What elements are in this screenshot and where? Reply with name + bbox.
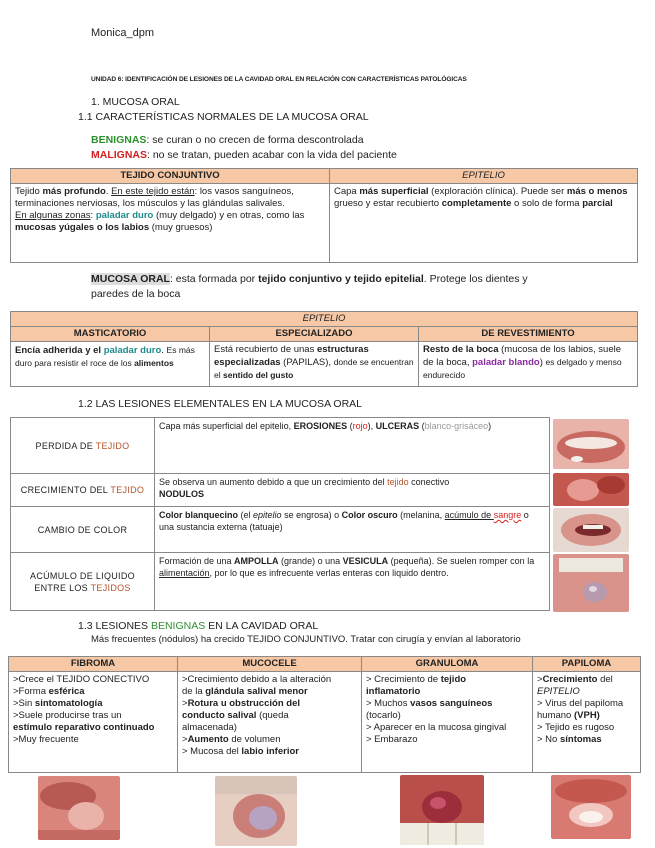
malignas-text: : no se tratan, pueden acabar con la vida del paciente (147, 149, 397, 161)
papiloma-photo (551, 775, 631, 839)
lesion-label: CAMBIO DE COLOR (11, 507, 155, 553)
granuloma-header: GRANULOMA (362, 657, 533, 672)
lesion-row (11, 418, 550, 474)
epitelio-table-title: EPITELIO (11, 312, 638, 327)
epitelio-types-table (10, 311, 638, 387)
mucocele-header: MUCOCELE (178, 657, 362, 672)
benignas-text: : se curan o no crecen de forma descontrolada (146, 134, 364, 146)
unit-title: UNIDAD 6: IDENTIFICACIÓN DE LESIONES DE LA CAVIDAD ORAL EN RELACIÓN CON CARACTERÍSTICAS PATOLÓGICAS (91, 76, 467, 83)
benignas-word: BENIGNAS (91, 134, 147, 146)
lesion-row (11, 507, 550, 553)
revestimiento-header: DE REVESTIMIENTO (419, 327, 638, 342)
lesion-description: Color blanquecino (el epitelio se engrosa) o Color oscuro (melanina, acúmulo de sangre o una sustancia externa (tatuaje) (155, 507, 550, 553)
nodulo-photo (553, 473, 629, 506)
lesion-label: ACÚMULO DE LIQUIDO ENTRE LOS TEJIDOS (11, 553, 155, 611)
epitelio-cell: Capa más superficial (exploración clínica). Puede ser más o menos grueso y estar recubierto completamente o solo de forma parcial (330, 184, 638, 263)
section-1-2-title: 1.2 LAS LESIONES ELEMENTALES EN LA MUCOSA ORAL (78, 398, 362, 410)
benignas-line (91, 134, 364, 146)
revestimiento-cell: Resto de la boca (mucosa de los labios, suele de la boca, paladar blando) es delgado y menso endurecido (419, 342, 638, 387)
section-1-title: 1. MUCOSA ORAL (91, 96, 180, 108)
malignas-word: MALIGNAS (91, 149, 147, 161)
mucocele-photo (215, 776, 297, 846)
lesion-label: CRECIMIENTO DEL TEJIDO (11, 474, 155, 507)
tissue-table (10, 168, 638, 263)
lesion-description: Formación de una AMPOLLA (grande) o una VESICULA (pequeña). Se suelen romper con la alimentación, por lo que es infrecuente verlas enteras con liquido dentro. (155, 553, 550, 611)
tejido-conjuntivo-cell: Tejido más profundo. En este tejido están: los vasos sanguíneos, terminaciones nerviosas, los músculos y las glándulas salivales. En algunas zonas: paladar duro (muy delgado) y en otras, como las mucosas yúgales o los labios (muy gruesos) (11, 184, 330, 263)
lesiones-table (10, 417, 550, 611)
especializado-header: ESPECIALIZADO (210, 327, 419, 342)
malignas-line (91, 149, 397, 161)
benign-lesions-table (8, 656, 641, 773)
granuloma-photo (400, 775, 484, 845)
papiloma-header: PAPILOMA (533, 657, 641, 672)
section-1-3-title: 1.3 LESIONES BENIGNAS EN LA CAVIDAD ORAL (78, 620, 319, 632)
papiloma-cell: >Crecimiento del EPITELIO > Virus del papiloma humano (VPH) > Tejido es rugoso > No síntomas (533, 672, 641, 773)
mucocele-cell: >Crecimiento debido a la alteración de la glándula salival menor >Rotura u obstrucción del conducto salival (queda almacenada) >Aumento de volumen > Mucosa del labio inferior (178, 672, 362, 773)
erosion-photo (553, 419, 629, 469)
lesion-description: Capa más superficial del epitelio, EROSIONES (rojo), ULCERAS (blanco-grisáceo) (155, 418, 550, 474)
masticatorio-cell: Encía adherida y el paladar duro. Es más duro para resistir el roce de los alimentos (11, 342, 210, 387)
mucosa-oral-paragraph: MUCOSA ORAL: esta formada por tejido conjuntivo y tejido epitelial. Protege los dientes y paredes de la boca (91, 273, 528, 300)
granuloma-cell: > Crecimiento de tejido inflamatorio > Muchos vasos sanguíneos (tocarlo) > Aparecer en la mucosa gingival > Embarazo (362, 672, 533, 773)
author-name: Monica_dpm (91, 27, 154, 39)
vesicula-photo (553, 554, 629, 612)
section-1-1-title: 1.1 CARACTERÍSTICAS NORMALES DE LA MUCOSA ORAL (78, 111, 369, 123)
lesion-label: PERDIDA DE TEJIDO (11, 418, 155, 474)
masticatorio-header: MASTICATORIO (11, 327, 210, 342)
epitelio-header: EPITELIO (330, 169, 638, 184)
lesion-row (11, 474, 550, 507)
tejido-conjuntivo-header: TEJIDO CONJUNTIVO (11, 169, 330, 184)
cambio-color-photo (553, 508, 629, 552)
section-1-3-note: Más frecuentes (nódulos) ha crecido TEJIDO CONJUNTIVO. Tratar con cirugía y envían al laboratorio (91, 634, 521, 645)
fibroma-photo (38, 776, 120, 840)
especializado-cell: Está recubierto de unas estructuras especializadas (PAPILAS), donde se encuentran el sentido del gusto (210, 342, 419, 387)
lesion-description: Se observa un aumento debido a que un crecimiento del tejido conectivo NODULOS (155, 474, 550, 507)
fibroma-header: FIBROMA (9, 657, 178, 672)
fibroma-cell: >Crece el TEJIDO CONECTIVO >Forma esférica >Sin sintomatología >Suele producirse tras un estímulo reparativo continuado >Muy frecuente (9, 672, 178, 773)
lesion-row (11, 553, 550, 611)
